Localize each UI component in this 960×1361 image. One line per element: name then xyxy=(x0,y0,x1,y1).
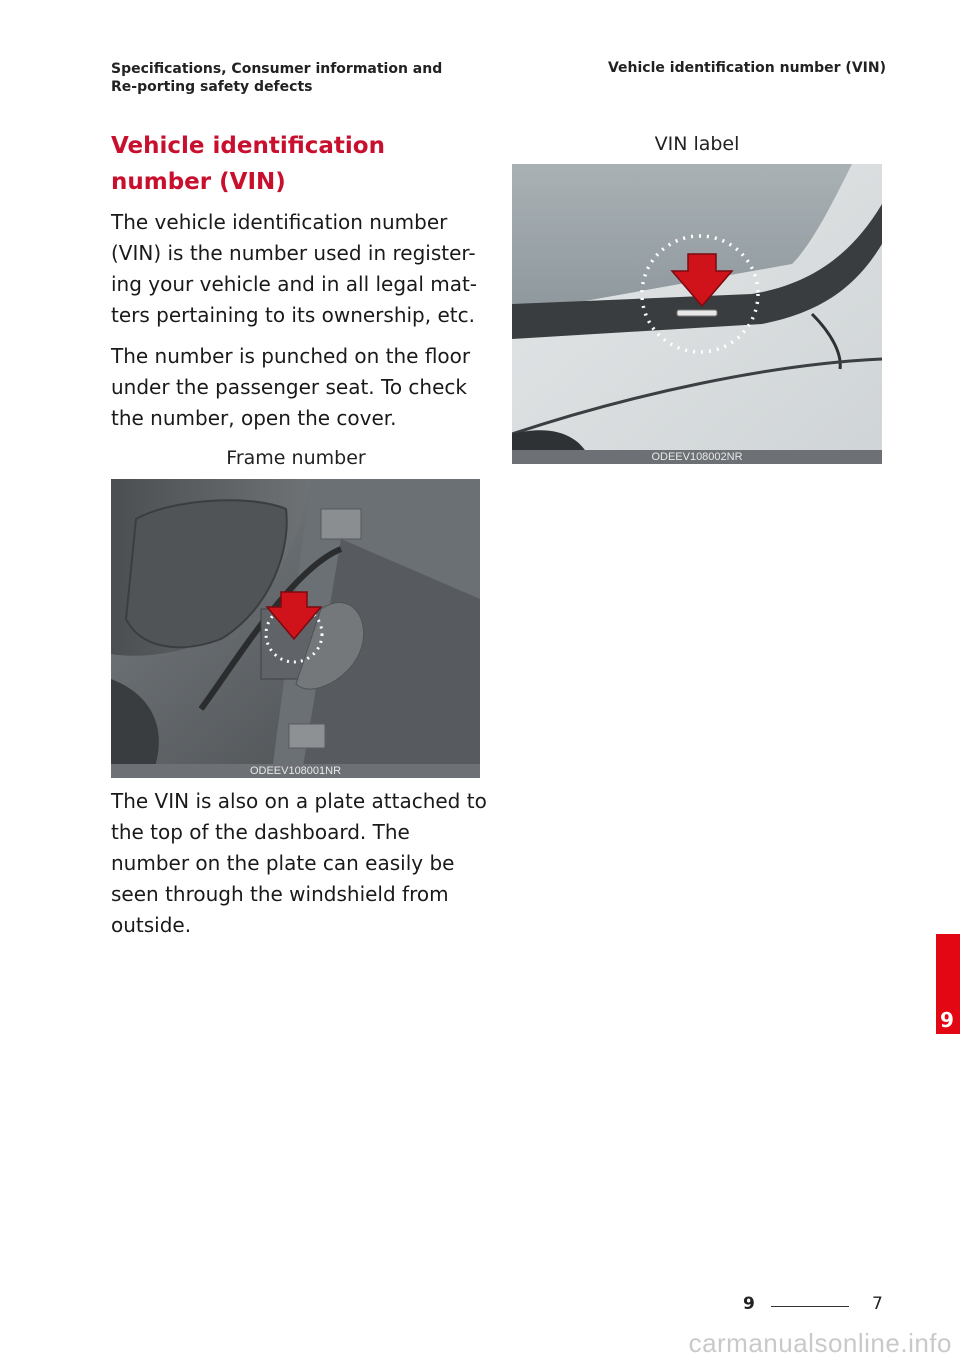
figure-code-frame: ODEEV108001NR xyxy=(111,764,480,778)
footer-divider xyxy=(771,1306,849,1307)
frame-number-figure xyxy=(111,479,480,778)
figure-caption-vin: VIN label xyxy=(654,133,740,155)
watermark: carmanualsonline.info xyxy=(688,1328,952,1358)
paragraph-dashboard-plate: The VIN is also on a plate attached to the top of the dashboard. The number on the plate can easily be seen through the windshield from outside. xyxy=(111,789,487,937)
chapter-tab-number: 9 xyxy=(940,1008,954,1032)
paragraph-vin-purpose: The vehicle identification number (VIN) is the number used in register-ing your vehicle and in all legal mat-ters pertaining to its ownership, etc. xyxy=(111,210,478,327)
figure-code-vin: ODEEV108002NR xyxy=(512,450,882,464)
vin-label-figure xyxy=(512,164,882,464)
vin-label-illustration xyxy=(512,164,882,464)
frame-number-illustration xyxy=(111,479,480,778)
footer-page-number: 7 xyxy=(872,1294,883,1314)
header-section-right: Vehicle identification number (VIN) xyxy=(607,60,886,76)
header-section-left: Specifications, Consumer information and Re-porting safety defects xyxy=(111,61,443,95)
footer-chapter-number: 9 xyxy=(743,1294,755,1314)
page-title: Vehicle identification number (VIN) xyxy=(111,133,385,195)
paragraph-frame-location: The number is punched on the floor under the passenger seat. To check the number, open the cover. xyxy=(111,344,471,430)
figure-caption-frame: Frame number xyxy=(226,447,366,469)
